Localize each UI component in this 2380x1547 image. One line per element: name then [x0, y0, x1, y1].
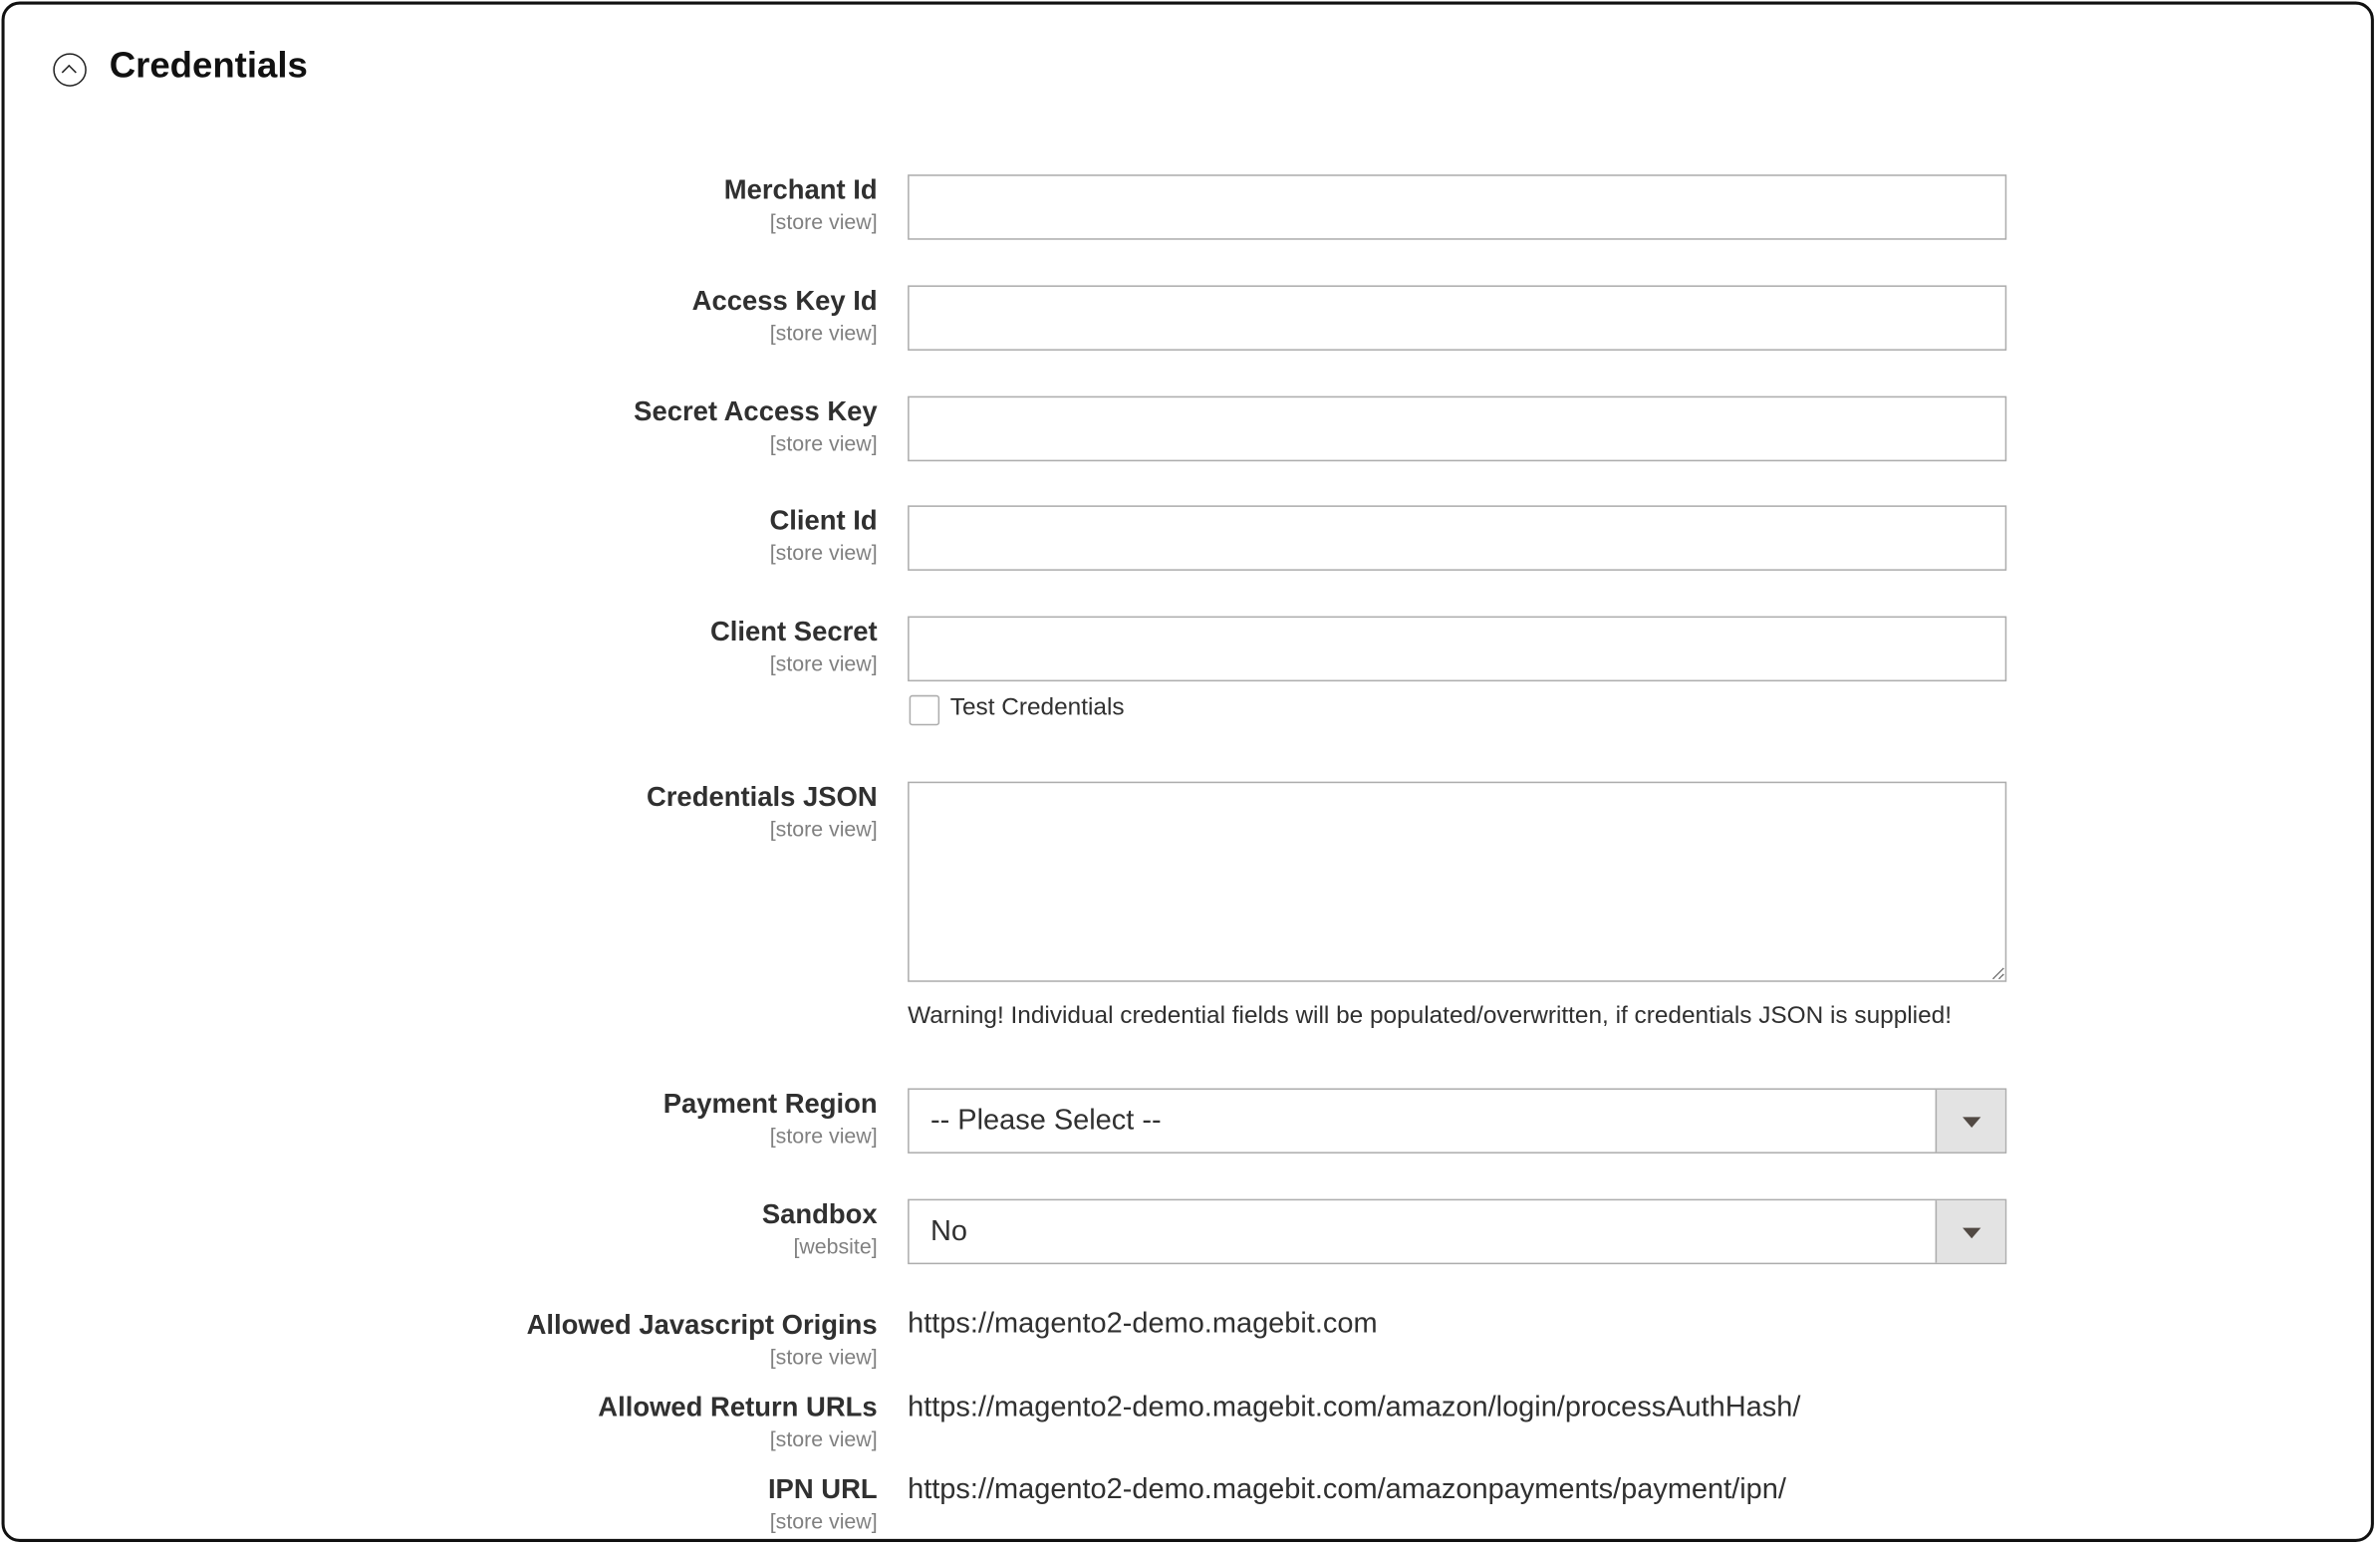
field-scope: [store view] — [769, 1123, 878, 1148]
sandbox-label — [762, 1199, 878, 1258]
field-label: Client Id — [769, 505, 878, 536]
payment-region-label — [663, 1088, 878, 1147]
field-label: Allowed Return URLs — [598, 1392, 878, 1422]
field-label: Credentials JSON — [646, 781, 878, 813]
secret-access-key-input[interactable] — [908, 396, 2006, 462]
sandbox-select[interactable] — [908, 1199, 2006, 1265]
field-label: Merchant Id — [723, 174, 878, 205]
client-secret-input[interactable] — [908, 617, 2006, 682]
credentials-json-textarea[interactable] — [908, 782, 2006, 982]
field-label: Client Secret — [709, 616, 878, 647]
selected-value: No — [929, 1215, 967, 1248]
field-scope: [store view] — [769, 1426, 878, 1451]
secret-access-key-label — [634, 396, 877, 455]
origins-label — [527, 1310, 878, 1369]
field-scope: [store view] — [769, 1508, 878, 1533]
field-scope: [website] — [793, 1233, 878, 1259]
field-label: Secret Access Key — [634, 395, 878, 427]
payment-region-select[interactable] — [908, 1088, 2006, 1154]
return-urls-label — [598, 1392, 877, 1450]
client-secret-label — [710, 617, 878, 675]
field-scope: [store view] — [769, 650, 878, 676]
field-scope: [store view] — [769, 430, 878, 456]
field-label: Allowed Javascript Origins — [526, 1309, 878, 1341]
field-scope: [store view] — [769, 540, 878, 565]
section-title[interactable]: Credentials — [109, 45, 308, 87]
field-label: Payment Region — [662, 1088, 878, 1119]
return-urls-value: https://magento2-demo.magebit.com/amazon/login/processAuthHash/ — [908, 1392, 1801, 1424]
client-id-label — [769, 505, 877, 564]
test-credentials-checkbox[interactable] — [910, 695, 939, 725]
field-label: IPN URL — [767, 1473, 878, 1504]
field-scope: [store view] — [769, 209, 878, 234]
credentials-json-label — [647, 782, 878, 841]
client-id-input[interactable] — [908, 505, 2006, 571]
selected-value: -- Please Select -- — [929, 1105, 1162, 1138]
dropdown-arrow-icon[interactable] — [1936, 1090, 2005, 1152]
field-label: Sandbox — [761, 1198, 878, 1230]
test-credentials-label[interactable]: Test Credentials — [949, 694, 1125, 721]
merchant-id-label — [724, 174, 878, 233]
field-scope: [store view] — [769, 320, 878, 345]
ipn-url-value: https://magento2-demo.magebit.com/amazonpayments/payment/ipn/ — [908, 1473, 1786, 1506]
field-scope: [store view] — [769, 816, 878, 842]
access-key-id-label — [692, 285, 878, 344]
credentials-json-warning: Warning! Individual credential fields will be populated/overwritten, if credentials JSON is supplied! — [908, 1003, 1952, 1030]
merchant-id-input[interactable] — [908, 174, 2006, 240]
origins-value: https://magento2-demo.magebit.com — [908, 1308, 1378, 1341]
ipn-url-label — [768, 1473, 878, 1532]
field-scope: [store view] — [769, 1344, 878, 1370]
chevron-up-circle-icon[interactable] — [53, 53, 87, 87]
access-key-id-input[interactable] — [908, 285, 2006, 351]
field-label: Access Key Id — [691, 285, 878, 316]
dropdown-arrow-icon[interactable] — [1936, 1200, 2005, 1262]
